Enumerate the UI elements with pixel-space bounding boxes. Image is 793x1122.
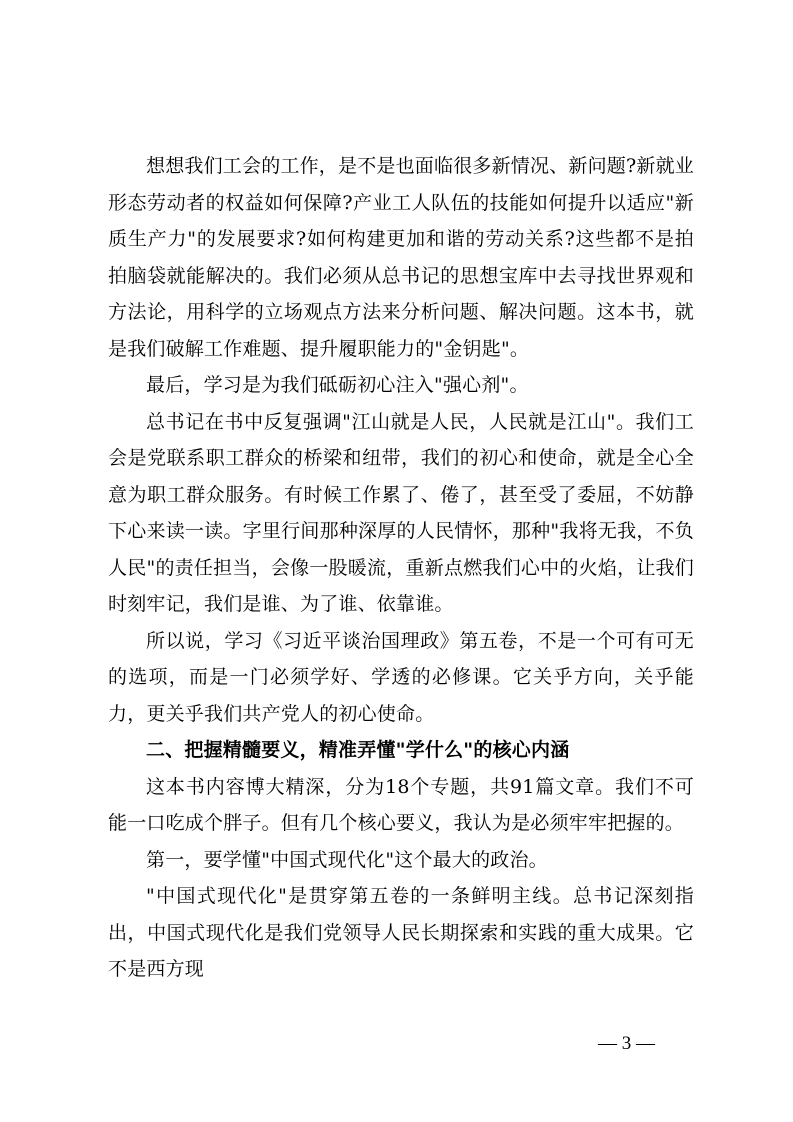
page-number: — 3 — <box>598 1033 655 1054</box>
paragraph-chinese-modernization: "中国式现代化"是贯穿第五卷的一条鲜明主线。总书记深刻指出，中国式现代化是我们党领导人民长期探索和实践的重大成果。它不是西方现 <box>108 885 694 980</box>
paragraph-people-sentiment: 总书记在书中反复强调"江山就是人民，人民就是江山"。我们工会是党联系职工群众的桥梁和纽带，我们的初心和使命，就是全心全意为职工群众服务。有时候工作累了、倦了，甚至受了委屈，不妨静下心来读一读。字里行间那种深厚的人民情怀，那种"我将无我，不负人民"的责任担当，会像一股暖流，重新点燃我们心中的火焰，让我们时刻牢记，我们是谁、为了谁、依靠谁。 <box>108 410 694 615</box>
paragraph-book-overview: 这本书内容博大精深，分为18个专题，共91篇文章。我们不可能一口吃成个胖子。但有几个核心要义，我认为是必须牢牢把握的。 <box>108 775 694 834</box>
paragraph-conclusion-required-course: 所以说，学习《习近平谈治国理政》第五卷，不是一个可有可无的选项，而是一门必须学好、学透的必修课。它关乎方向，关乎能力，更关乎我们共产党人的初心使命。 <box>108 629 694 725</box>
document-body <box>108 148 694 988</box>
paragraph-lastly-heart-tonic: 最后，学习是为我们砥砺初心注入"强心剂"。 <box>146 374 529 396</box>
paragraph-first-point: 第一，要学懂"中国式现代化"这个最大的政治。 <box>146 848 548 871</box>
section-heading-2: 二、把握精髓要义，精准弄懂"学什么"的核心内涵 <box>146 739 570 761</box>
paragraph-work-challenges: 想想我们工会的工作，是不是也面临很多新情况、新问题?新就业形态劳动者的权益如何保障?产业工人队伍的技能如何提升以适应"新质生产力"的发展要求?如何构建更加和谐的劳动关系?这些都不是拍拍脑袋就能解决的。我们必须从总书记的思想宝库中去寻找世界观和方法论，用科学的立场观点方法来分析问题、解决问题。这本书，就是我们破解工作难题、提升履职能力的"金钥匙"。 <box>108 155 694 360</box>
